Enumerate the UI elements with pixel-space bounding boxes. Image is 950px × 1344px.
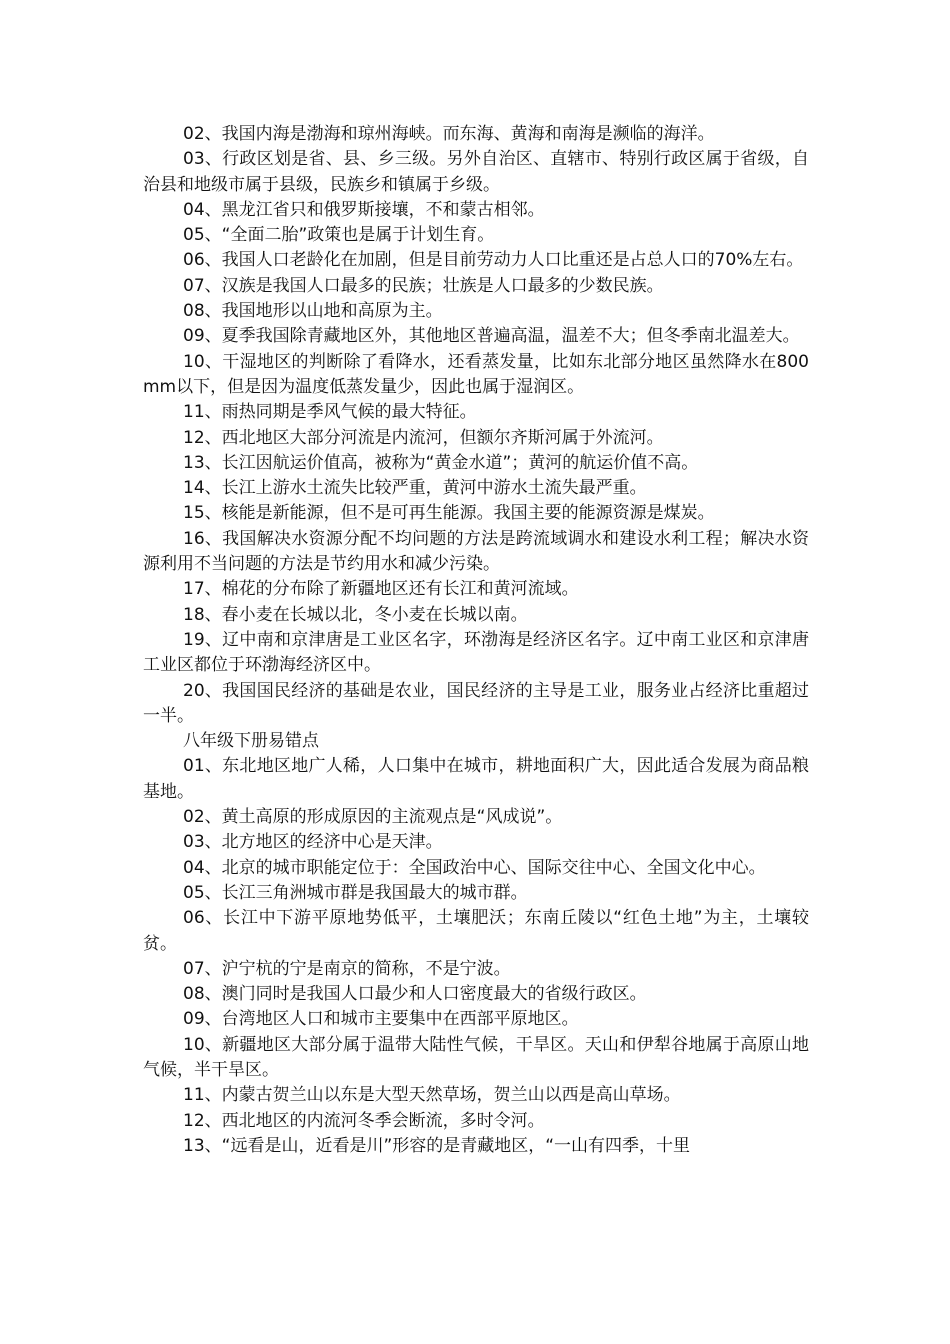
paragraph: 13、长江因航运价值高，被称为“黄金水道”；黄河的航运价值不高。 xyxy=(183,452,699,473)
section-heading: 八年级下册易错点 xyxy=(183,731,319,752)
paragraph: 09、台湾地区人口和城市主要集中在西部平原地区。 xyxy=(183,1009,579,1030)
document-body xyxy=(143,122,809,1159)
paragraph: 05、长江三角洲城市群是我国最大的城市群。 xyxy=(183,882,528,903)
paragraph: 03、北方地区的经济中心是天津。 xyxy=(183,832,443,853)
paragraph: 11、内蒙古贺兰山以东是大型天然草场，贺兰山以西是高山草场。 xyxy=(183,1085,681,1106)
paragraph: 06、长江中下游平原地势低平，土壤肥沃；东南丘陵以“红色土地”为主，土壤较贫。 xyxy=(143,908,809,954)
paragraph: 07、汉族是我国人口最多的民族；壮族是人口最多的少数民族。 xyxy=(183,275,664,296)
paragraph: 06、我国人口老龄化在加剧，但是目前劳动力人口比重还是占总人口的70%左右。 xyxy=(183,250,804,271)
paragraph: 17、棉花的分布除了新疆地区还有长江和黄河流域。 xyxy=(183,579,579,600)
paragraph: 20、我国国民经济的基础是农业，国民经济的主导是工业，服务业占经济比重超过一半。 xyxy=(143,680,809,726)
paragraph: 04、黑龙江省只和俄罗斯接壤，不和蒙古相邻。 xyxy=(183,199,545,220)
paragraph: 15、核能是新能源，但不是可再生能源。我国主要的能源资源是煤炭。 xyxy=(183,503,715,524)
paragraph: 08、我国地形以山地和高原为主。 xyxy=(183,301,443,322)
paragraph: 16、我国解决水资源分配不均问题的方法是跨流域调水和建设水利工程；解决水资源利用不当问题的方法是节约用水和减少污染。 xyxy=(143,528,809,575)
paragraph: 19、辽中南和京津唐是工业区名字，环渤海是经济区名字。辽中南工业区和京津唐工业区都位于环渤海经济区中。 xyxy=(143,629,809,676)
paragraph: 12、西北地区大部分河流是内流河，但额尔齐斯河属于外流河。 xyxy=(183,427,664,448)
paragraph: 05、“全面二胎”政策也是属于计划生育。 xyxy=(183,225,495,246)
paragraph: 10、新疆地区大部分属于温带大陆性气候，干旱区。天山和伊犁谷地属于高原山地气候，半干旱区。 xyxy=(143,1034,809,1080)
paragraph: 09、夏季我国除青藏地区外，其他地区普遍高温，温差不大；但冬季南北温差大。 xyxy=(183,326,800,347)
paragraph: 10、干湿地区的判断除了看降水，还看蒸发量，比如东北部分地区虽然降水在800mm以下，但是因为温度低蒸发量少，因此也属于湿润区。 xyxy=(143,351,809,397)
paragraph: 13、“远看是山，近看是川”形容的是青藏地区，“一山有四季，十里 xyxy=(183,1135,691,1156)
paragraph: 12、西北地区的内流河冬季会断流，多时令河。 xyxy=(183,1110,545,1131)
paragraph: 08、澳门同时是我国人口最少和人口密度最大的省级行政区。 xyxy=(183,984,647,1005)
paragraph: 02、我国内海是渤海和琼州海峡。而东海、黄海和南海是濒临的海洋。 xyxy=(183,124,715,144)
paragraph: 02、黄土高原的形成原因的主流观点是“风成说”。 xyxy=(183,807,563,828)
paragraph: 14、长江上游水土流失比较严重，黄河中游水土流失最严重。 xyxy=(183,478,647,499)
paragraph: 01、东北地区地广人稀，人口集中在城市，耕地面积广大，因此适合发展为商品粮基地。 xyxy=(143,756,809,802)
paragraph: 18、春小麦在长城以北，冬小麦在长城以南。 xyxy=(183,604,528,625)
paragraph: 11、雨热同期是季风气候的最大特征。 xyxy=(183,402,477,423)
paragraph: 07、沪宁杭的宁是南京的简称，不是宁波。 xyxy=(183,958,511,979)
paragraph: 03、行政区划是省、县、乡三级。另外自治区、直辖市、特别行政区属于省级，自治县和地级市属于县级，民族乡和镇属于乡级。 xyxy=(143,149,809,195)
paragraph: 04、北京的城市职能定位于：全国政治中心、国际交往中心、全国文化中心。 xyxy=(183,857,766,878)
